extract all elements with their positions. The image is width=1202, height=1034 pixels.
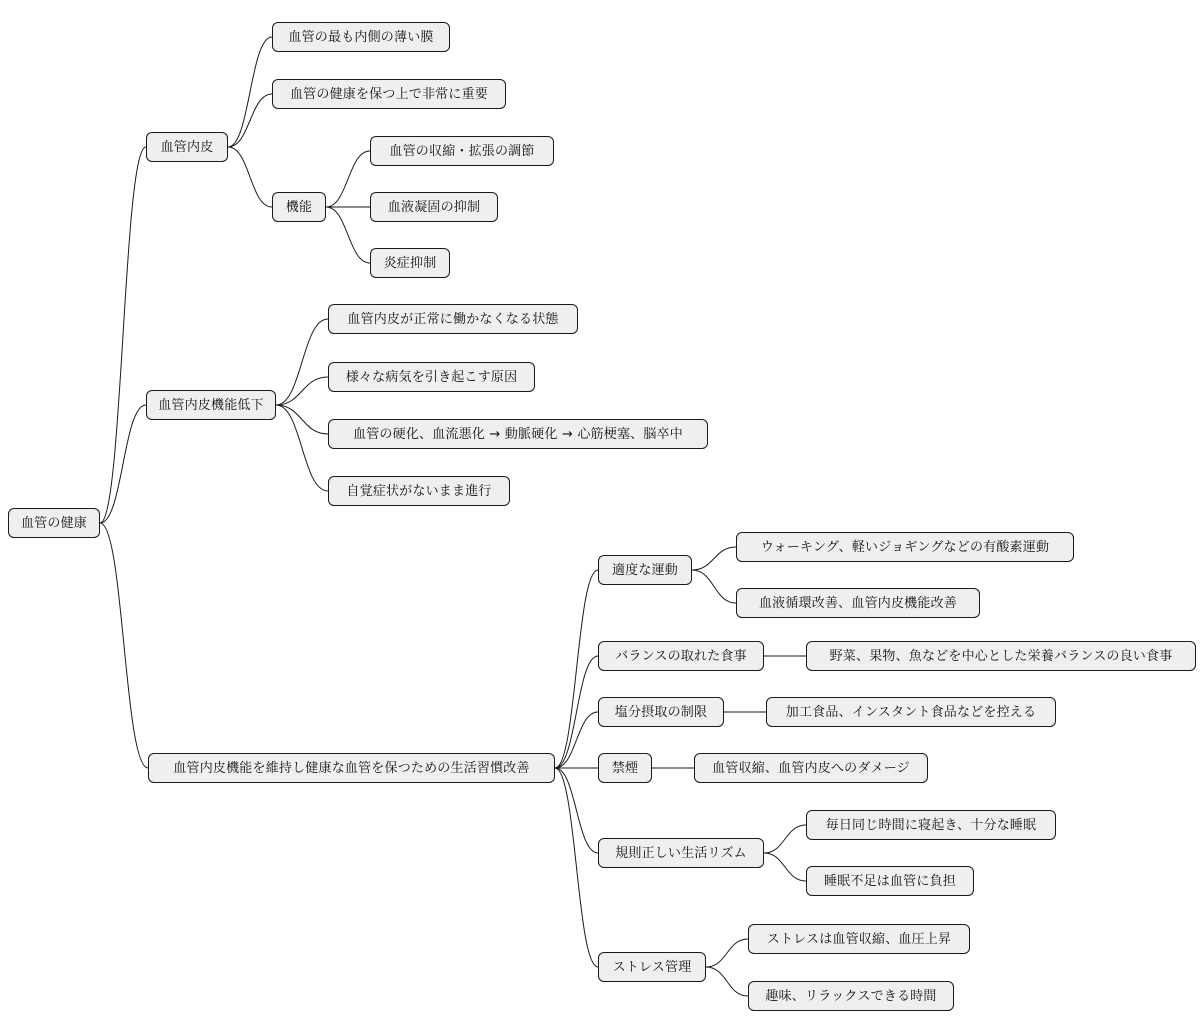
mindmap-node: 睡眠不足は血管に負担 bbox=[806, 866, 974, 896]
mindmap-edge bbox=[276, 405, 328, 491]
mindmap-edge bbox=[228, 37, 272, 147]
mindmap-edge bbox=[555, 570, 598, 768]
mindmap-edge bbox=[228, 94, 272, 147]
mindmap-edge bbox=[100, 523, 148, 768]
mindmap-edge bbox=[276, 405, 328, 434]
mindmap-node: ウォーキング、軽いジョギングなどの有酸素運動 bbox=[736, 532, 1074, 562]
mindmap-node: 血管の最も内側の薄い膜 bbox=[272, 22, 450, 52]
mindmap-node: ストレス管理 bbox=[598, 952, 706, 982]
mindmap-node: 血管の硬化、血流悪化 → 動脈硬化 → 心筋梗塞、脳卒中 bbox=[328, 419, 708, 449]
mindmap-node: 規則正しい生活リズム bbox=[598, 838, 764, 868]
mindmap-node: 血液凝固の抑制 bbox=[370, 192, 498, 222]
mindmap-node: バランスの取れた食事 bbox=[598, 641, 764, 671]
mindmap-node: 血液循環改善、血管内皮機能改善 bbox=[736, 588, 980, 618]
mindmap-edge bbox=[555, 712, 598, 768]
mindmap-node: 炎症抑制 bbox=[370, 248, 450, 278]
mindmap-edge bbox=[276, 377, 328, 405]
mindmap-node: 血管収縮、血管内皮へのダメージ bbox=[694, 753, 928, 783]
mindmap-node: 血管の収縮・拡張の調節 bbox=[370, 136, 554, 166]
mindmap-edge bbox=[764, 825, 806, 853]
mindmap-node: 様々な病気を引き起こす原因 bbox=[328, 362, 535, 392]
mindmap-root-node: 血管の健康 bbox=[8, 508, 100, 538]
mindmap-node: 禁煙 bbox=[598, 753, 652, 783]
mindmap-edge bbox=[706, 967, 748, 996]
mindmap-edge bbox=[326, 207, 370, 263]
mindmap-edge bbox=[100, 405, 146, 523]
mindmap-node: 趣味、リラックスできる時間 bbox=[748, 981, 954, 1011]
mindmap-node: 塩分摂取の制限 bbox=[598, 697, 724, 727]
mindmap-edge bbox=[555, 768, 598, 967]
mindmap-edge bbox=[555, 656, 598, 768]
mindmap-node: 血管内皮が正常に働かなくなる状態 bbox=[328, 304, 578, 334]
mindmap-node: 血管内皮 bbox=[146, 132, 228, 162]
mindmap-edge bbox=[228, 147, 272, 207]
mindmap-edge bbox=[764, 853, 806, 881]
mindmap-edge bbox=[706, 939, 748, 967]
mindmap-edge bbox=[692, 570, 736, 603]
mindmap-node: 毎日同じ時間に寝起き、十分な睡眠 bbox=[806, 810, 1056, 840]
mindmap-edge bbox=[326, 151, 370, 207]
mindmap-node: 血管内皮機能を維持し健康な血管を保つための生活習慣改善 bbox=[148, 753, 555, 783]
mindmap-node: 自覚症状がないまま進行 bbox=[328, 476, 510, 506]
mindmap-edge bbox=[100, 147, 146, 523]
mindmap-node: 加工食品、インスタント食品などを控える bbox=[766, 697, 1056, 727]
mindmap-node: ストレスは血管収縮、血圧上昇 bbox=[748, 924, 970, 954]
mindmap-node: 機能 bbox=[272, 192, 326, 222]
mindmap-node: 血管の健康を保つ上で非常に重要 bbox=[272, 79, 506, 109]
mindmap-node: 野菜、果物、魚などを中心とした栄養バランスの良い食事 bbox=[806, 641, 1196, 671]
mindmap-node: 血管内皮機能低下 bbox=[146, 390, 276, 420]
mindmap-edge bbox=[555, 768, 598, 853]
mindmap-node: 適度な運動 bbox=[598, 555, 692, 585]
mindmap-edge bbox=[276, 319, 328, 405]
mindmap-edge bbox=[692, 547, 736, 570]
